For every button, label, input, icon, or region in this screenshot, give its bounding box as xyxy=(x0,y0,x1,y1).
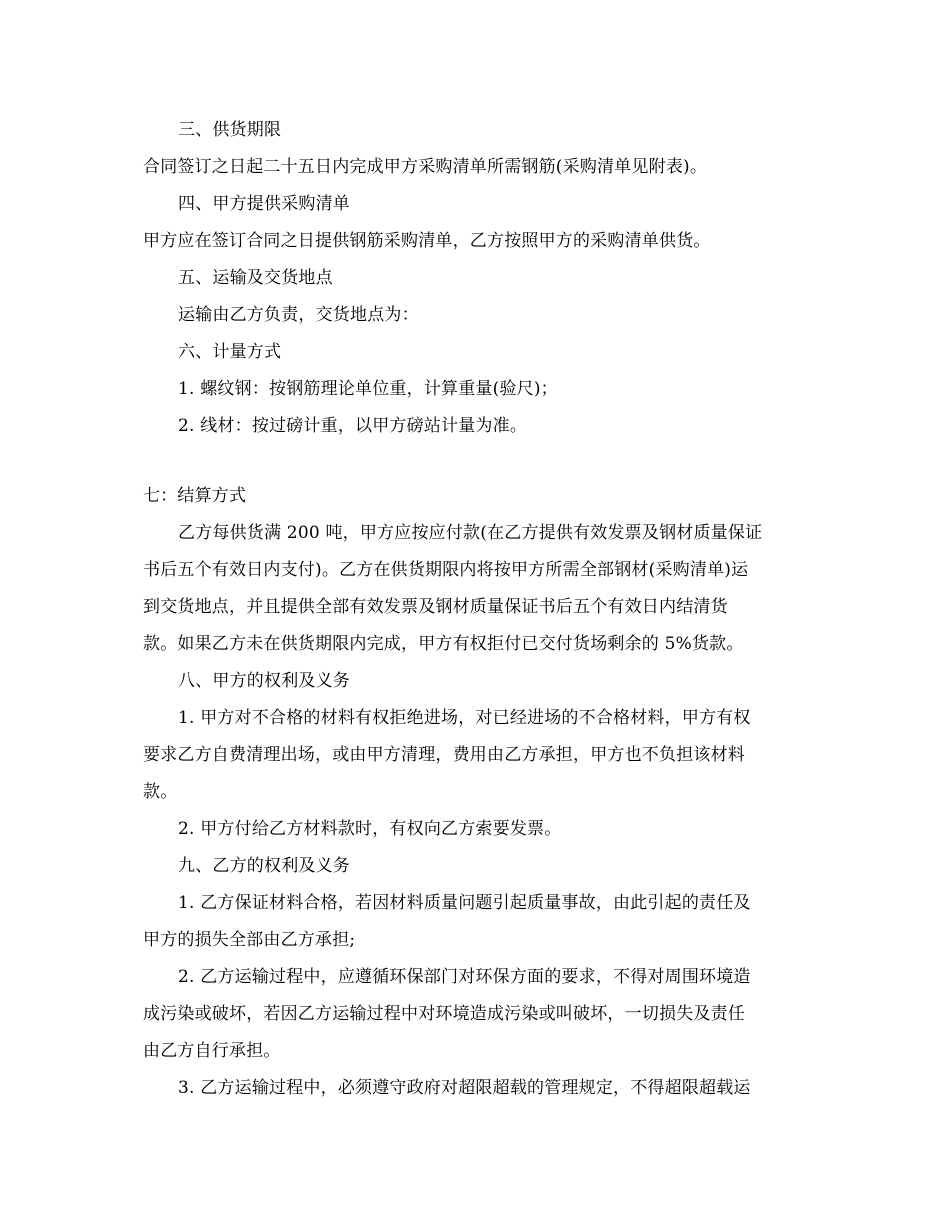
paragraph-line: 合同签订之日起二十五日内完成甲方采购清单所需钢筋(采购清单见附表)。 xyxy=(143,157,708,177)
paragraph-line: 甲方的损失全部由乙方承担; xyxy=(143,930,356,950)
section-heading: 五、运输及交货地点 xyxy=(178,268,333,288)
paragraph-line: 书后五个有效日内支付)。乙方在供货期限内将按甲方所需全部钢材(采购清单)运 xyxy=(143,560,749,580)
paragraph-line: 乙方每供货满 200 吨，甲方应按应付款(在乙方提供有效发票及钢材质量保证 xyxy=(178,523,763,543)
paragraph-line: 成污染或破坏，若因乙方运输过程中对环境造成污染或叫破坏，一切损失及责任 xyxy=(143,1004,745,1024)
paragraph-line: 甲方应在签订合同之日提供钢筋采购清单，乙方按照甲方的采购清单供货。 xyxy=(143,231,711,251)
list-item: 2. 线材：按过磅计重，以甲方磅站计量为准。 xyxy=(178,416,528,436)
paragraph-line: 运输由乙方负责，交货地点为： xyxy=(178,305,419,325)
section-heading: 七：结算方式 xyxy=(143,486,247,506)
paragraph-line: 款。如果乙方未在供货期限内完成，甲方有权拒付已交付货场剩余的 5%货款。 xyxy=(143,634,744,654)
list-item: 1. 甲方对不合格的材料有权拒绝进场，对已经进场的不合格材料，甲方有权 xyxy=(178,708,751,728)
list-item: 2. 乙方运输过程中，应遵循环保部门对环保方面的要求，不得对周围环境造 xyxy=(178,967,751,987)
paragraph-line: 由乙方自行承担。 xyxy=(143,1041,281,1061)
section-heading: 三、供货期限 xyxy=(178,120,282,140)
paragraph-line: 到交货地点，并且提供全部有效发票及钢材质量保证书后五个有效日内结清货 xyxy=(143,597,728,617)
list-item: 1. 螺纹钢：按钢筋理论单位重，计算重量(验尺)； xyxy=(178,379,558,399)
section-heading: 九、乙方的权利及义务 xyxy=(178,856,350,876)
list-item: 3. 乙方运输过程中，必须遵守政府对超限超载的管理规定，不得超限超载运 xyxy=(178,1078,751,1098)
section-heading: 六、计量方式 xyxy=(178,342,282,362)
section-heading: 八、甲方的权利及义务 xyxy=(178,671,350,691)
section-heading: 四、甲方提供采购清单 xyxy=(178,194,350,214)
list-item: 2. 甲方付给乙方材料款时，有权向乙方索要发票。 xyxy=(178,819,562,839)
list-item: 1. 乙方保证材料合格，若因材料质量问题引起质量事故，由此引起的责任及 xyxy=(178,893,751,913)
paragraph-line: 要求乙方自费清理出场，或由甲方清理，费用由乙方承担，甲方也不负担该材料 xyxy=(143,745,745,765)
paragraph-line: 款。 xyxy=(143,782,178,802)
